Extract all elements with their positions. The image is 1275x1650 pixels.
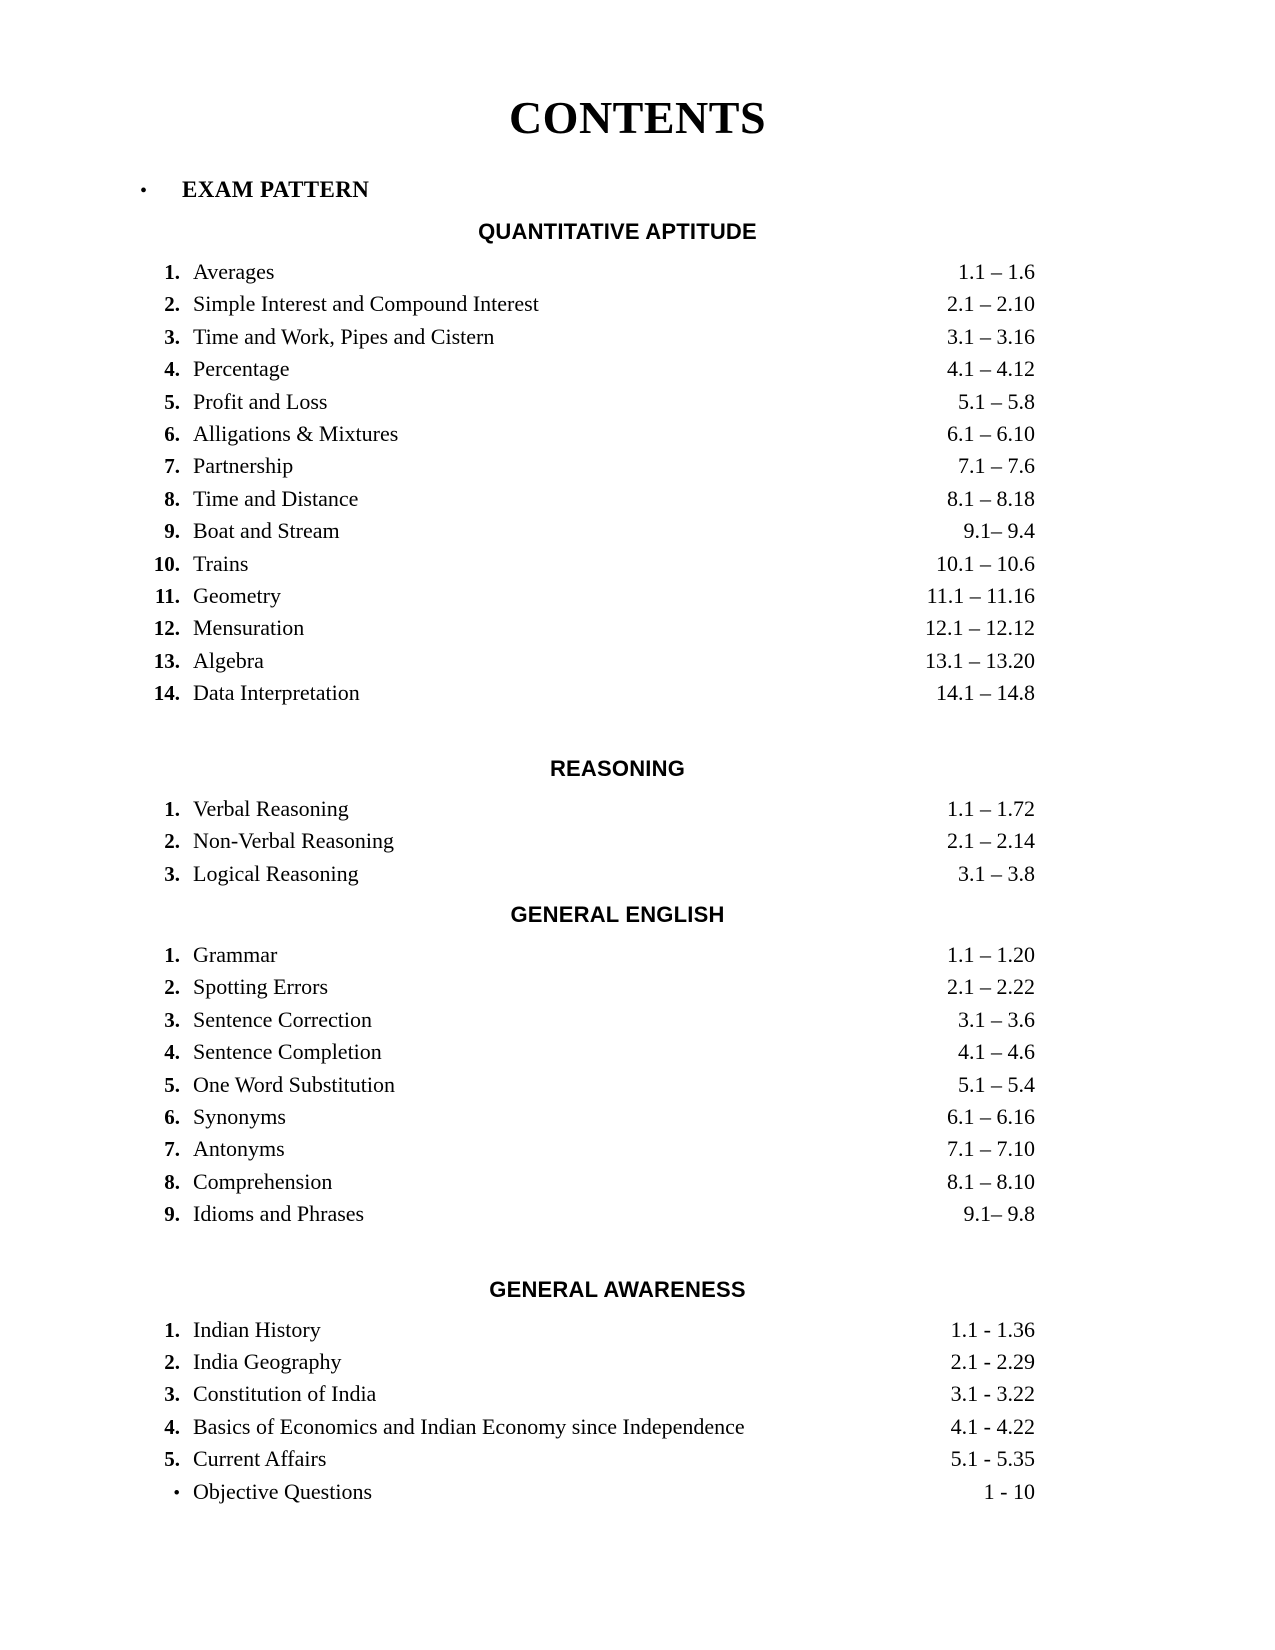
toc-entry[interactable] [0,580,1275,612]
entry-number: 1. [164,260,180,284]
toc-entry[interactable] [0,1411,1275,1443]
entry-page-range: 4.1 – 4.12 [947,356,1035,382]
entry-number: 6. [164,1104,180,1129]
toc-entry[interactable] [0,1101,1275,1133]
entry-number: 1. [164,942,180,967]
entry-title: Boat and Stream [193,518,340,544]
entry-page-range: 2.1 – 2.10 [947,291,1035,317]
entry-page-range: 3.1 – 3.6 [958,1006,1035,1032]
entry-title: Objective Questions [193,1478,373,1504]
entry-number: 3. [164,1382,180,1407]
entry-page-range: 2.1 – 2.14 [947,828,1035,854]
toc-entry[interactable] [0,1069,1275,1101]
page-title: CONTENTS [508,92,767,143]
entry-number: 3. [164,1007,180,1032]
section-header-reasoning: REASONING [549,755,686,781]
entry-title: Indian History [193,1316,321,1342]
entry-page-range: 5.1 – 5.8 [958,388,1035,414]
entry-page-range: 3.1 - 3.22 [950,1381,1035,1407]
section-header-general-awareness: GENERAL AWARENESS [489,1276,746,1302]
entry-number: 3. [164,324,180,349]
entry-title: Antonyms [193,1136,285,1162]
entry-title: Trains [193,550,249,576]
entry-number: 2. [164,1349,180,1374]
entry-page-range: 1.1 – 1.6 [958,259,1035,284]
entry-page-range: 8.1 – 8.10 [947,1168,1035,1194]
entry-page-range: 3.1 – 3.16 [947,323,1035,349]
entry-number: 14. [153,681,180,706]
entry-title: Sentence Correction [193,1006,372,1032]
bullet-icon: • [173,1482,180,1504]
entry-page-range: 1.1 – 1.20 [947,941,1035,967]
entry-list-reasoning [0,793,1275,890]
toc-entry[interactable] [0,677,1275,709]
toc-entry[interactable] [0,1133,1275,1165]
entry-list-general-awareness [0,1314,1275,1509]
toc-entry[interactable] [0,645,1275,677]
toc-entry[interactable] [0,548,1275,580]
entry-title: Comprehension [193,1168,333,1194]
entry-title: Synonyms [193,1103,286,1129]
entry-page-range: 1 - 10 [983,1478,1035,1504]
toc-entry[interactable] [0,1443,1275,1475]
entry-page-range: 4.1 - 4.22 [950,1413,1035,1439]
entry-page-range: 2.1 - 2.29 [950,1348,1035,1374]
entry-title: Partnership [193,453,294,479]
entry-title: Spotting Errors [193,974,329,1000]
entry-title: Constitution of India [193,1381,377,1407]
toc-entry[interactable] [0,450,1275,482]
entry-page-range: 4.1 – 4.6 [958,1039,1035,1065]
toc-entry[interactable] [0,1476,1275,1509]
exam-pattern-entry[interactable] [0,177,1275,203]
entry-title: Sentence Completion [193,1039,382,1065]
entry-number: 13. [153,648,180,673]
toc-entry[interactable] [0,418,1275,450]
entry-page-range: 14.1 – 14.8 [936,680,1035,706]
entry-page-range: 9.1– 9.4 [963,518,1035,544]
entry-number: 5. [164,1072,180,1097]
sections-container [0,219,1275,1509]
entry-page-range: 9.1– 9.8 [963,1201,1035,1227]
entry-page-range: 7.1 – 7.10 [947,1136,1035,1162]
entry-title: Mensuration [193,615,305,641]
toc-entry[interactable] [0,825,1275,857]
toc-entry[interactable] [0,321,1275,353]
entry-number: 7. [164,1137,180,1162]
entry-title: Logical Reasoning [193,860,359,886]
toc-entry[interactable] [0,1198,1275,1230]
entry-page-range: 8.1 – 8.18 [947,485,1035,511]
toc-entry[interactable] [0,288,1275,320]
entry-title: Current Affairs [193,1446,327,1472]
entry-number: 3. [164,861,180,886]
toc-entry[interactable] [0,971,1275,1003]
entry-page-range: 2.1 – 2.22 [947,974,1035,1000]
section-header-general-english: GENERAL ENGLISH [510,901,725,927]
entry-number: 2. [164,829,180,854]
exam-pattern-label: EXAM PATTERN [182,177,370,202]
entry-title: Idioms and Phrases [193,1201,365,1227]
entry-number: 6. [164,422,180,447]
entry-page-range: 13.1 – 13.20 [925,647,1035,673]
toc-entry[interactable] [0,1166,1275,1198]
toc-entry[interactable] [0,612,1275,644]
entry-title: Alligations & Mixtures [193,421,399,447]
entry-number: 7. [164,454,180,479]
entry-title: Grammar [193,941,278,967]
entry-number: 4. [164,1040,180,1065]
toc-entry[interactable] [0,1314,1275,1346]
entry-list-general-english [0,939,1275,1231]
entry-number: 2. [164,292,180,317]
entry-number: 2. [164,975,180,1000]
entry-title: Time and Distance [193,485,359,511]
toc-entry[interactable] [0,1378,1275,1410]
toc-entry[interactable] [0,515,1275,547]
toc-entry[interactable] [0,858,1275,890]
entry-title: Averages [193,259,275,284]
bullet-icon: • [140,180,148,202]
toc-entry[interactable] [0,1346,1275,1378]
entry-page-range: 11.1 – 11.16 [926,583,1035,609]
toc-entry[interactable] [0,353,1275,385]
entry-title: Geometry [193,583,281,609]
entry-title: Percentage [193,356,290,382]
entry-page-range: 10.1 – 10.6 [936,550,1035,576]
entry-title: Non-Verbal Reasoning [193,828,395,854]
entry-number: 9. [164,519,180,544]
entry-title: India Geography [193,1348,342,1374]
entry-list-quantitative-aptitude [0,256,1275,710]
toc-entry[interactable] [0,939,1275,971]
entry-title: Time and Work, Pipes and Cistern [193,323,495,349]
entry-number: 4. [164,357,180,382]
toc-entry[interactable] [0,1004,1275,1036]
entry-number: 12. [153,616,180,641]
entry-page-range: 6.1 – 6.10 [947,421,1035,447]
entry-number: 4. [164,1414,180,1439]
toc-entry[interactable] [0,1036,1275,1068]
entry-page-range: 12.1 – 12.12 [925,615,1035,641]
entry-page-range: 3.1 – 3.8 [958,860,1035,886]
entry-title: Data Interpretation [193,680,360,706]
entry-number: 8. [164,486,180,511]
entry-page-range: 7.1 – 7.6 [958,453,1035,479]
entry-number: 5. [164,389,180,414]
toc-entry[interactable] [0,793,1275,825]
entry-title: Profit and Loss [193,388,328,414]
entry-page-range: 6.1 – 6.16 [947,1103,1035,1129]
section-header-quantitative-aptitude: QUANTITATIVE APTITUDE [478,219,757,244]
entry-number: 8. [164,1169,180,1194]
entry-page-range: 5.1 – 5.4 [958,1071,1035,1097]
entry-number: 1. [164,796,180,821]
entry-page-range: 1.1 – 1.72 [947,795,1035,821]
entry-title: Algebra [193,647,264,673]
entry-number: 9. [164,1202,180,1227]
entry-title: Basics of Economics and Indian Economy since Independence [193,1413,745,1439]
entry-number: 1. [164,1317,180,1342]
toc-entry[interactable] [0,483,1275,515]
entry-number: 11. [154,584,180,609]
entry-page-range: 1.1 - 1.36 [950,1316,1035,1342]
entry-page-range: 5.1 - 5.35 [950,1446,1035,1472]
entry-title: Verbal Reasoning [193,795,349,821]
entry-number: 10. [153,551,180,576]
toc-entry[interactable] [0,386,1275,418]
toc-entry[interactable] [0,256,1275,288]
entry-title: Simple Interest and Compound Interest [193,291,539,317]
entry-title: One Word Substitution [193,1071,395,1097]
entry-number: 5. [164,1447,180,1472]
